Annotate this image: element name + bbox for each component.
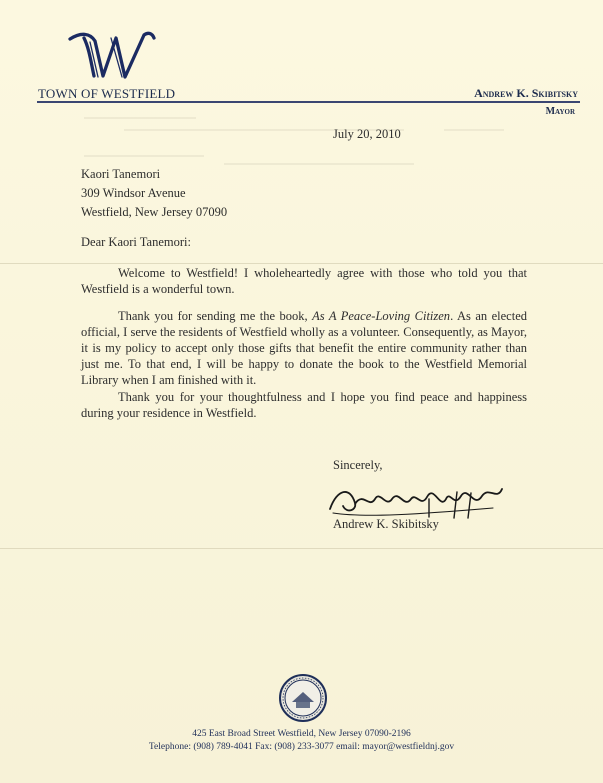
paragraph-2-after-title: . As an elected <box>450 309 527 323</box>
salutation: Dear Kaori Tanemori: <box>81 235 191 249</box>
recipient-street: 309 Windsor Avenue <box>81 186 186 200</box>
footer-address: 425 East Broad Street Westfield, New Jersey 07090-2196 <box>192 729 411 739</box>
paragraph-2-rest: official, I serve the residents of Westfield wholly as a volunteer. Consequently, as Mayor, it is my policy to accept only those gifts that benefit the entire community rather than just me. To that end, I will be happy to donate the book to the Westfield Memorial Library when I am finished with it. <box>81 325 527 387</box>
recipient-city-state-zip: Westfield, New Jersey 07090 <box>81 205 228 219</box>
mayor-title: Mayor <box>545 106 575 117</box>
paragraph-2-start: Thank you for sending me the book, <box>118 309 313 323</box>
footer-contact: Telephone: (908) 789-4041 Fax: (908) 233-3077 email: mayor@westfieldnj.gov <box>148 742 455 752</box>
letter-paragraph-1: Welcome to Westfield! I wholeheartedly agree with those who told you that Westfield is a wonderful town. <box>81 266 527 296</box>
signature-name: Andrew K. Skibitsky <box>333 517 439 531</box>
recipient-address <box>81 165 227 222</box>
letter-paragraph-2 <box>81 308 527 388</box>
fold-line-bottom <box>0 548 603 549</box>
header-rule <box>37 101 580 103</box>
letter-date: July 20, 2010 <box>333 127 401 141</box>
book-title: As A Peace-Loving Citizen <box>312 309 451 323</box>
letter-paragraph-3: Thank you for your thoughtfulness and I hope you find peace and happiness during your residence in Westfield. <box>81 390 527 420</box>
mayor-name: Andrew K. Skibitsky <box>474 86 578 100</box>
stylized-w-logo-icon <box>64 28 156 90</box>
town-seal-icon <box>279 674 327 722</box>
town-name: TOWN OF WESTFIELD <box>38 86 176 101</box>
closing: Sincerely, <box>333 458 383 472</box>
fold-line-top <box>0 263 603 264</box>
recipient-name: Kaori Tanemori <box>81 167 161 181</box>
